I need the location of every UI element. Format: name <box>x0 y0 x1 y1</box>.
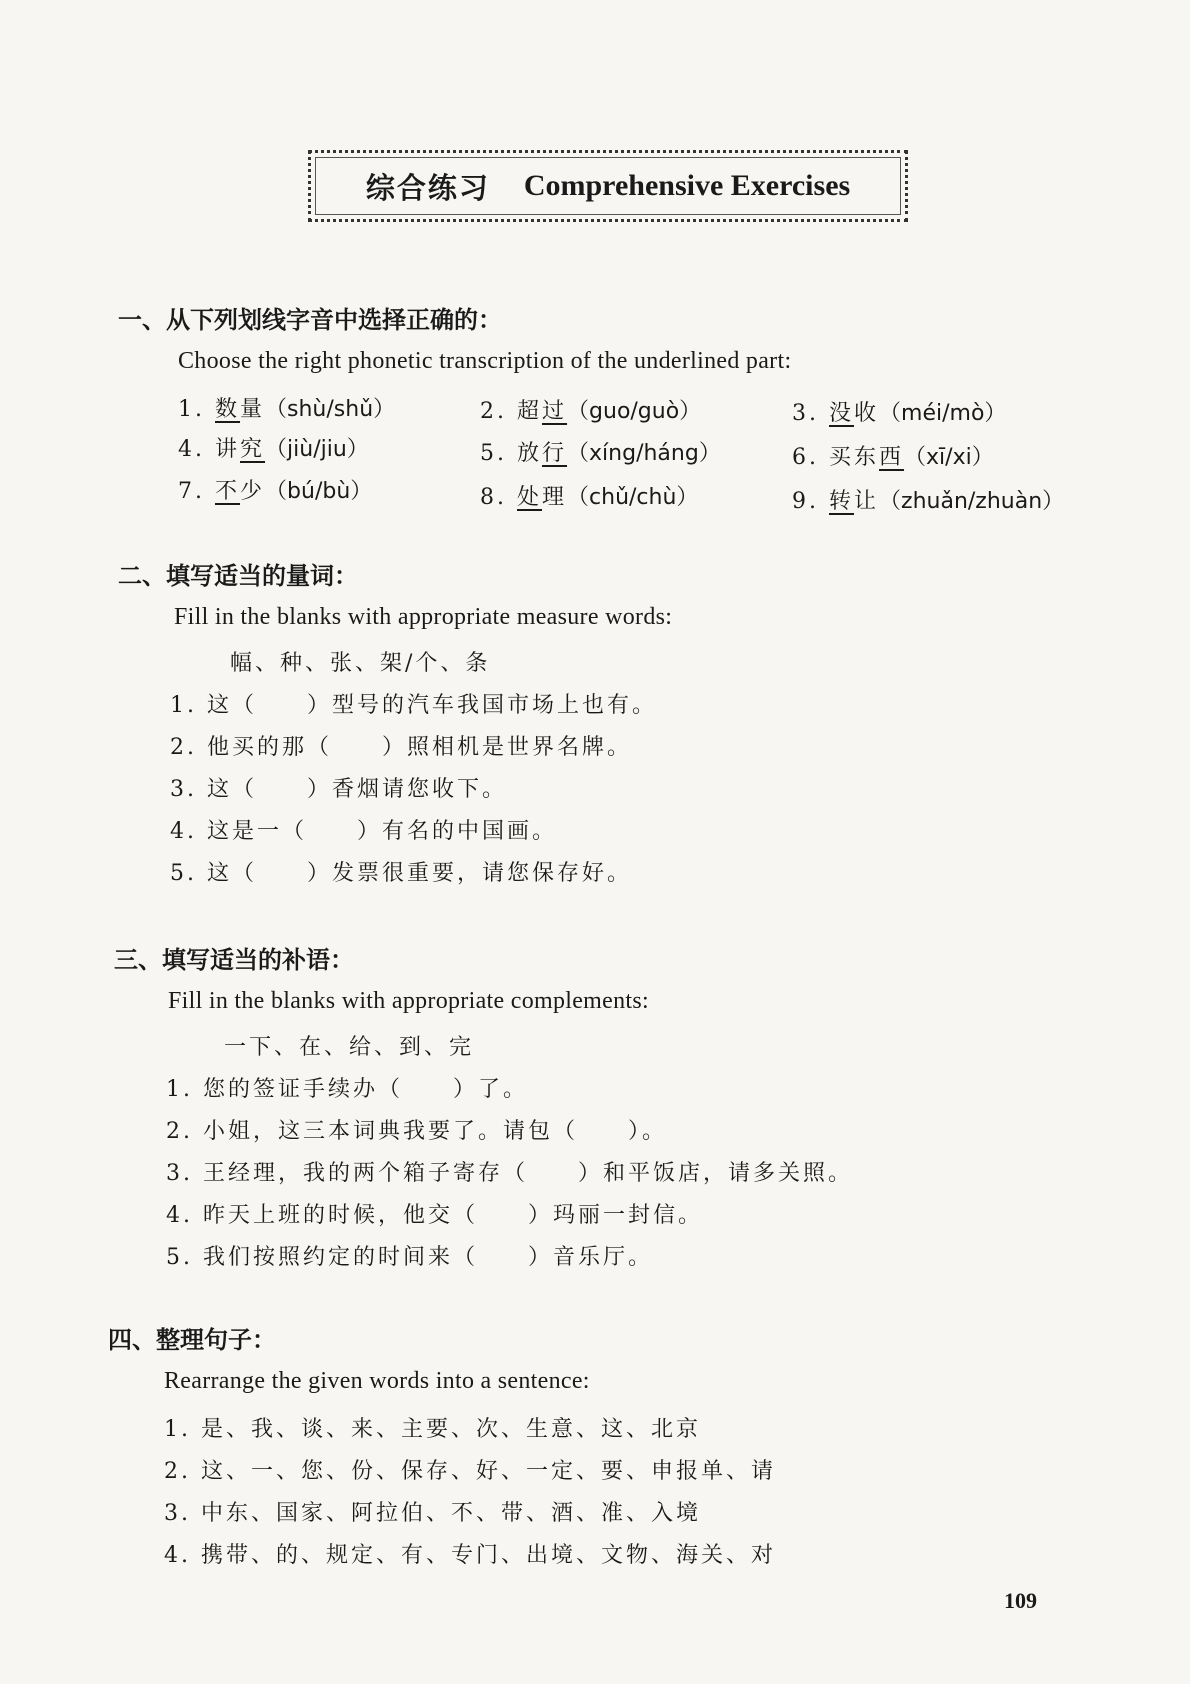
phonetic-item-3: 3. 没收（méi/mò） <box>792 401 1007 426</box>
section3-item-5: 5. 我们按照约定的时间来（ ）音乐厅。 <box>166 1245 653 1270</box>
underlined-char: 不 <box>215 479 241 504</box>
section4-item-2: 2. 这、一、您、份、保存、好、一定、要、申报单、请 <box>164 1459 776 1484</box>
phonetic-item-1: 1. 数量（shù/shǔ） <box>178 397 396 422</box>
section4-item-4: 4. 携带、的、规定、有、专门、出境、文物、海关、对 <box>164 1543 776 1568</box>
section2-item-1: 1. 这（ ）型号的汽车我国市场上也有。 <box>170 693 657 718</box>
page-number: 109 <box>1004 1588 1037 1613</box>
underlined-char: 过 <box>542 399 568 424</box>
section4-item-1: 1. 是、我、谈、来、主要、次、生意、这、北京 <box>164 1417 701 1442</box>
section3-instruction: Fill in the blanks with appropriate complements: <box>168 988 649 1014</box>
underlined-char: 行 <box>542 441 568 466</box>
pinyin-choice: （méi/mò） <box>879 401 1007 426</box>
section3-item-2: 2. 小姐，这三本词典我要了。请包（ ）。 <box>166 1119 667 1144</box>
underlined-char: 究 <box>240 437 266 462</box>
section2-item-5: 5. 这（ ）发票很重要，请您保存好。 <box>170 861 632 886</box>
item-word: 超过 <box>517 399 568 424</box>
phonetic-item-8: 8. 处理（chǔ/chù） <box>480 485 699 510</box>
section3-heading: 三、填写适当的补语： <box>114 946 354 974</box>
title-english: Comprehensive Exercises <box>523 169 851 202</box>
underlined-char: 数 <box>215 397 241 422</box>
pinyin-choice: （zhuǎn/zhuàn） <box>879 489 1065 514</box>
title-chinese: 综合练习 <box>365 170 490 205</box>
section2-options: 幅、种、张、架/个、条 <box>230 651 491 676</box>
item-word: 买东西 <box>829 445 905 470</box>
phonetic-item-2: 2. 超过（guo/guò） <box>480 399 702 424</box>
pinyin-choice: （xī/xi） <box>904 445 994 470</box>
underlined-char: 西 <box>879 445 905 470</box>
section4-instruction: Rearrange the given words into a sentence: <box>164 1368 590 1394</box>
phonetic-item-7: 7. 不少（bú/bù） <box>178 479 373 504</box>
item-word: 处理 <box>517 485 568 510</box>
section2-heading: 二、填写适当的量词： <box>118 562 358 590</box>
underlined-char: 没 <box>829 401 855 426</box>
section1-heading: 一、从下列划线字音中选择正确的： <box>118 306 502 334</box>
underlined-char: 处 <box>517 485 543 510</box>
section4-item-3: 3. 中东、国家、阿拉伯、不、带、酒、准、入境 <box>164 1501 701 1526</box>
section2-instruction: Fill in the blanks with appropriate measure words: <box>174 604 673 630</box>
pinyin-choice: （xíng/háng） <box>567 441 721 466</box>
phonetic-item-6: 6. 买东西（xī/xi） <box>792 445 994 470</box>
pinyin-choice: （chǔ/chù） <box>567 485 699 510</box>
section2-item-2: 2. 他买的那（ ）照相机是世界名牌。 <box>170 735 632 760</box>
item-word: 没收 <box>829 401 880 426</box>
phonetic-item-9: 9. 转让（zhuǎn/zhuàn） <box>792 489 1065 514</box>
underlined-char: 转 <box>829 489 855 514</box>
section3-item-4: 4. 昨天上班的时候，他交（ ）玛丽一封信。 <box>166 1203 703 1228</box>
section3-item-3: 3. 王经理，我的两个箱子寄存（ ）和平饭店，请多关照。 <box>166 1161 853 1186</box>
pinyin-choice: （bú/bù） <box>265 479 373 504</box>
phonetic-item-5: 5. 放行（xíng/háng） <box>480 441 721 466</box>
item-word: 讲究 <box>215 437 266 462</box>
item-word: 不少 <box>215 479 266 504</box>
section1-instruction: Choose the right phonetic transcription of the underlined part: <box>178 348 792 374</box>
section2-item-3: 3. 这（ ）香烟请您收下。 <box>170 777 507 802</box>
section3-options: 一下、在、给、到、完 <box>224 1035 475 1060</box>
title-box <box>308 150 908 222</box>
section2-item-4: 4. 这是一（ ）有名的中国画。 <box>170 819 557 844</box>
item-word: 数量 <box>215 397 266 422</box>
item-word: 放行 <box>517 441 568 466</box>
phonetic-item-4: 4. 讲究（jiù/jiu） <box>178 437 369 462</box>
pinyin-choice: （shù/shǔ） <box>265 397 396 422</box>
section3-item-1: 1. 您的签证手续办（ ）了。 <box>166 1077 528 1102</box>
pinyin-choice: （jiù/jiu） <box>265 437 369 462</box>
section4-heading: 四、整理句子： <box>108 1326 276 1354</box>
pinyin-choice: （guo/guò） <box>567 399 702 424</box>
item-word: 转让 <box>829 489 880 514</box>
